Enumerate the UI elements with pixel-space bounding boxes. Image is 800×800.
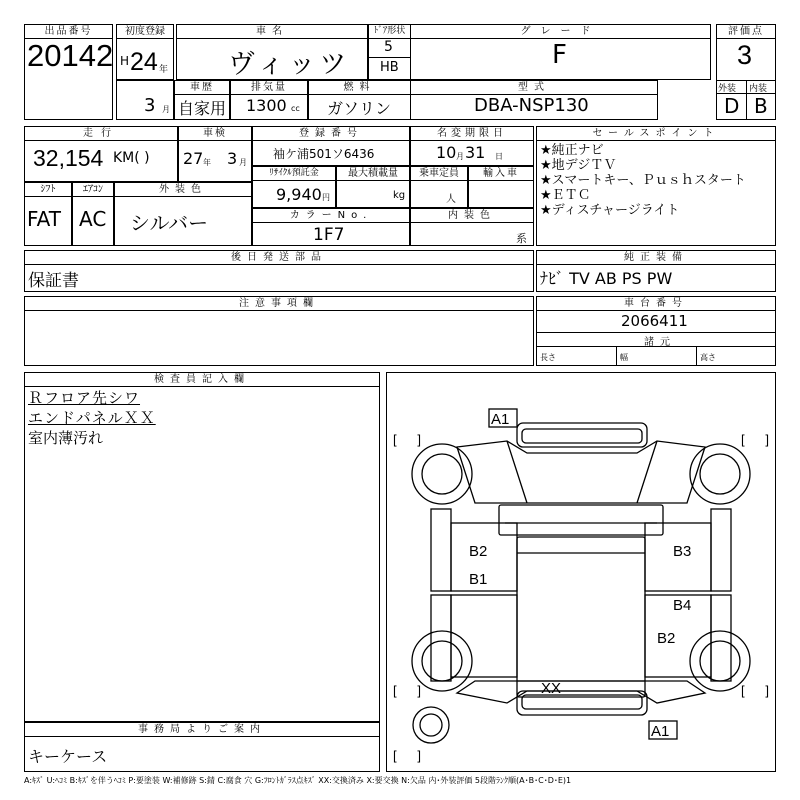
rear-body xyxy=(457,681,705,703)
sales-points-list xyxy=(540,143,746,218)
door-count: 5 xyxy=(384,39,393,55)
height-label: 高さ xyxy=(700,353,716,362)
inspector-note: Ｒフロア先シワ xyxy=(28,389,141,407)
lot-no-value: 20142 xyxy=(27,38,114,73)
bracket-top-left: [ ] xyxy=(393,432,421,447)
inspector-header: 検査員記入欄 xyxy=(25,373,379,387)
rear-right-wheel xyxy=(690,631,750,691)
office-header: 事務局よりご案内 xyxy=(25,723,379,737)
length-label: 長さ xyxy=(540,353,556,362)
shift-value: FAT xyxy=(27,207,62,231)
displacement-unit: cc xyxy=(291,104,300,113)
sales-point: ★純正ナビ xyxy=(540,143,604,158)
later-parts-header: 後日発送部品 xyxy=(25,251,533,265)
name-change-header: 名変期限日 xyxy=(411,127,533,141)
specs-label: 諸元 xyxy=(644,337,676,348)
ac-header: ｴｱｺﾝ xyxy=(73,183,113,197)
bracket-top-right: [ ] xyxy=(741,432,769,447)
inspection-year: 27 xyxy=(183,149,204,168)
color-no-value: 1F7 xyxy=(313,225,345,245)
first-reg-month-unit: 月 xyxy=(162,105,170,114)
first-reg-era: H xyxy=(120,54,130,68)
damage-mark: B1 xyxy=(469,571,488,588)
score-value: 3 xyxy=(737,40,753,70)
exterior-score: D xyxy=(724,94,740,118)
ac-value: AC xyxy=(79,207,107,231)
spare-tire xyxy=(413,707,449,743)
recycle-value: 9,940 xyxy=(276,185,322,204)
damage-mark: A1 xyxy=(651,723,670,740)
sales-point: ★ディスチャージライト xyxy=(540,203,680,218)
capacity-header: 乗車定員 xyxy=(411,167,467,181)
front-body xyxy=(457,441,705,503)
displacement-value: 1300 xyxy=(246,96,287,115)
genuine-value: ﾅﾋﾞ TV AB PS PW xyxy=(540,269,673,288)
width-label: 幅 xyxy=(620,353,628,362)
front-left-wheel xyxy=(412,444,472,504)
name-change-month: 10 xyxy=(436,143,457,162)
first-reg-header: 初度登録 xyxy=(117,25,173,39)
right-rear-door xyxy=(711,595,731,681)
chassis-value: 2066411 xyxy=(621,312,688,330)
car-diagram xyxy=(387,373,775,771)
roof-line xyxy=(517,553,645,681)
damage-mark: A1 xyxy=(491,411,510,428)
first-reg-year: 24 xyxy=(130,48,158,76)
notes-header: 注意事項欄 xyxy=(25,297,533,311)
recycle-header: ﾘｻｲｸﾙ預託金 xyxy=(253,167,335,181)
sales-point: ★地デジＴＶ xyxy=(540,158,617,173)
inspector-note: 室内薄汚れ xyxy=(28,429,104,447)
fuel-header: 燃料 xyxy=(309,81,410,95)
mileage-header: 走行 xyxy=(25,127,177,141)
sales-points-header: セールスポイント xyxy=(537,127,775,141)
roof xyxy=(517,537,645,697)
bracket-spare: [ ] xyxy=(393,748,421,763)
inspection-month: 3 xyxy=(227,149,238,168)
fuel-value: ガソリン xyxy=(327,99,392,118)
sales-point: ★ＥＴＣ xyxy=(540,188,591,203)
reg-no-value: 袖ケ浦501ソ6436 xyxy=(273,147,375,161)
color-no-header: カラーNo. xyxy=(253,209,409,223)
interior-label: 内装 xyxy=(749,84,768,94)
bracket-bottom-right: [ ] xyxy=(741,683,769,698)
name-change-month-unit: 月 xyxy=(456,152,464,161)
inspection-year-unit: 年 xyxy=(203,158,211,167)
body-type: HB xyxy=(380,60,399,75)
left-rear-panel xyxy=(451,595,517,677)
history-value: 自家用 xyxy=(178,99,227,118)
mileage-value: 32,154 xyxy=(33,145,104,171)
legend: A:ｷｽﾞ U:ﾍｺﾐ B:ｷｽﾞを伴うﾍｺﾐ P:要塗装 W:補修跡 S:錆 C:腐食 穴 G:ﾌﾛﾝﾄｶﾞﾗｽ点ｷｽﾞ XX:交換済み X:要交換 N:欠品 内･外装評価 5段階ﾗﾝｸ順(A･B･C･D･E)1 xyxy=(24,776,572,785)
genuine-header: 純正装備 xyxy=(537,251,775,265)
bracket-bottom-left: [ ] xyxy=(393,683,421,698)
damage-mark: XX xyxy=(541,680,562,697)
recycle-unit: 円 xyxy=(322,193,330,202)
ext-color-value: シルバー xyxy=(130,211,209,235)
model-value: DBA-NSP130 xyxy=(474,95,589,116)
int-color-header: 内装色 xyxy=(411,209,533,223)
first-reg-month: 3 xyxy=(144,95,156,116)
door-header: ﾄﾞｱ形状 xyxy=(369,25,410,39)
left-front-door xyxy=(431,509,451,591)
front-right-wheel xyxy=(690,444,750,504)
damage-mark: B3 xyxy=(673,543,692,560)
model-header: 型式 xyxy=(411,81,657,95)
max-load-header: 最大積載量 xyxy=(337,167,409,181)
grade-header: グレード xyxy=(411,25,710,39)
damage-mark: B2 xyxy=(657,630,676,647)
displacement-header: 排気量 xyxy=(231,81,307,95)
inspection-header: 車検 xyxy=(179,127,251,141)
office-note: キーケース xyxy=(28,747,108,766)
name-change-day-unit: 日 xyxy=(495,152,503,161)
right-front-door xyxy=(711,509,731,591)
chassis-header: 車台番号 xyxy=(537,297,775,311)
import-header: 輸入車 xyxy=(469,167,533,181)
interior-score: B xyxy=(754,94,768,118)
name-change-day: 31 xyxy=(465,143,486,162)
hood-edges xyxy=(507,441,657,503)
max-load-unit: kg xyxy=(393,190,406,201)
car-name-header: 車名 xyxy=(177,25,367,39)
rear-left-wheel xyxy=(412,631,472,691)
lot-no-header: 出品番号 xyxy=(25,25,112,39)
shift-header: ｼﾌﾄ xyxy=(25,183,71,197)
inspector-note: エンドパネルＸＸ xyxy=(28,409,156,427)
front-grille xyxy=(522,429,642,443)
later-parts-value: 保証書 xyxy=(28,271,79,291)
capacity-unit: 人 xyxy=(446,194,456,205)
exterior-label: 外装 xyxy=(718,84,737,94)
reg-no-header: 登録番号 xyxy=(253,127,409,141)
mileage-unit: KM( ) xyxy=(113,150,150,166)
first-reg-year-unit: 年 xyxy=(159,65,169,75)
ext-color-header: 外装色 xyxy=(115,183,251,197)
car-name-value: ヴィッツ xyxy=(228,49,351,80)
grade-value: F xyxy=(552,40,567,70)
sales-point: ★スマートキー、Ｐｕｓｈスタート xyxy=(540,173,746,188)
inspector-notes-list xyxy=(28,388,156,448)
left-rear-door xyxy=(431,595,451,681)
int-color-unit: 系 xyxy=(516,232,527,245)
inspection-month-unit: 月 xyxy=(239,158,247,167)
windshield xyxy=(499,505,663,535)
score-header: 評価点 xyxy=(717,25,775,39)
history-header: 車歴 xyxy=(175,81,229,95)
damage-mark: B2 xyxy=(469,543,488,560)
damage-mark: B4 xyxy=(673,597,692,614)
